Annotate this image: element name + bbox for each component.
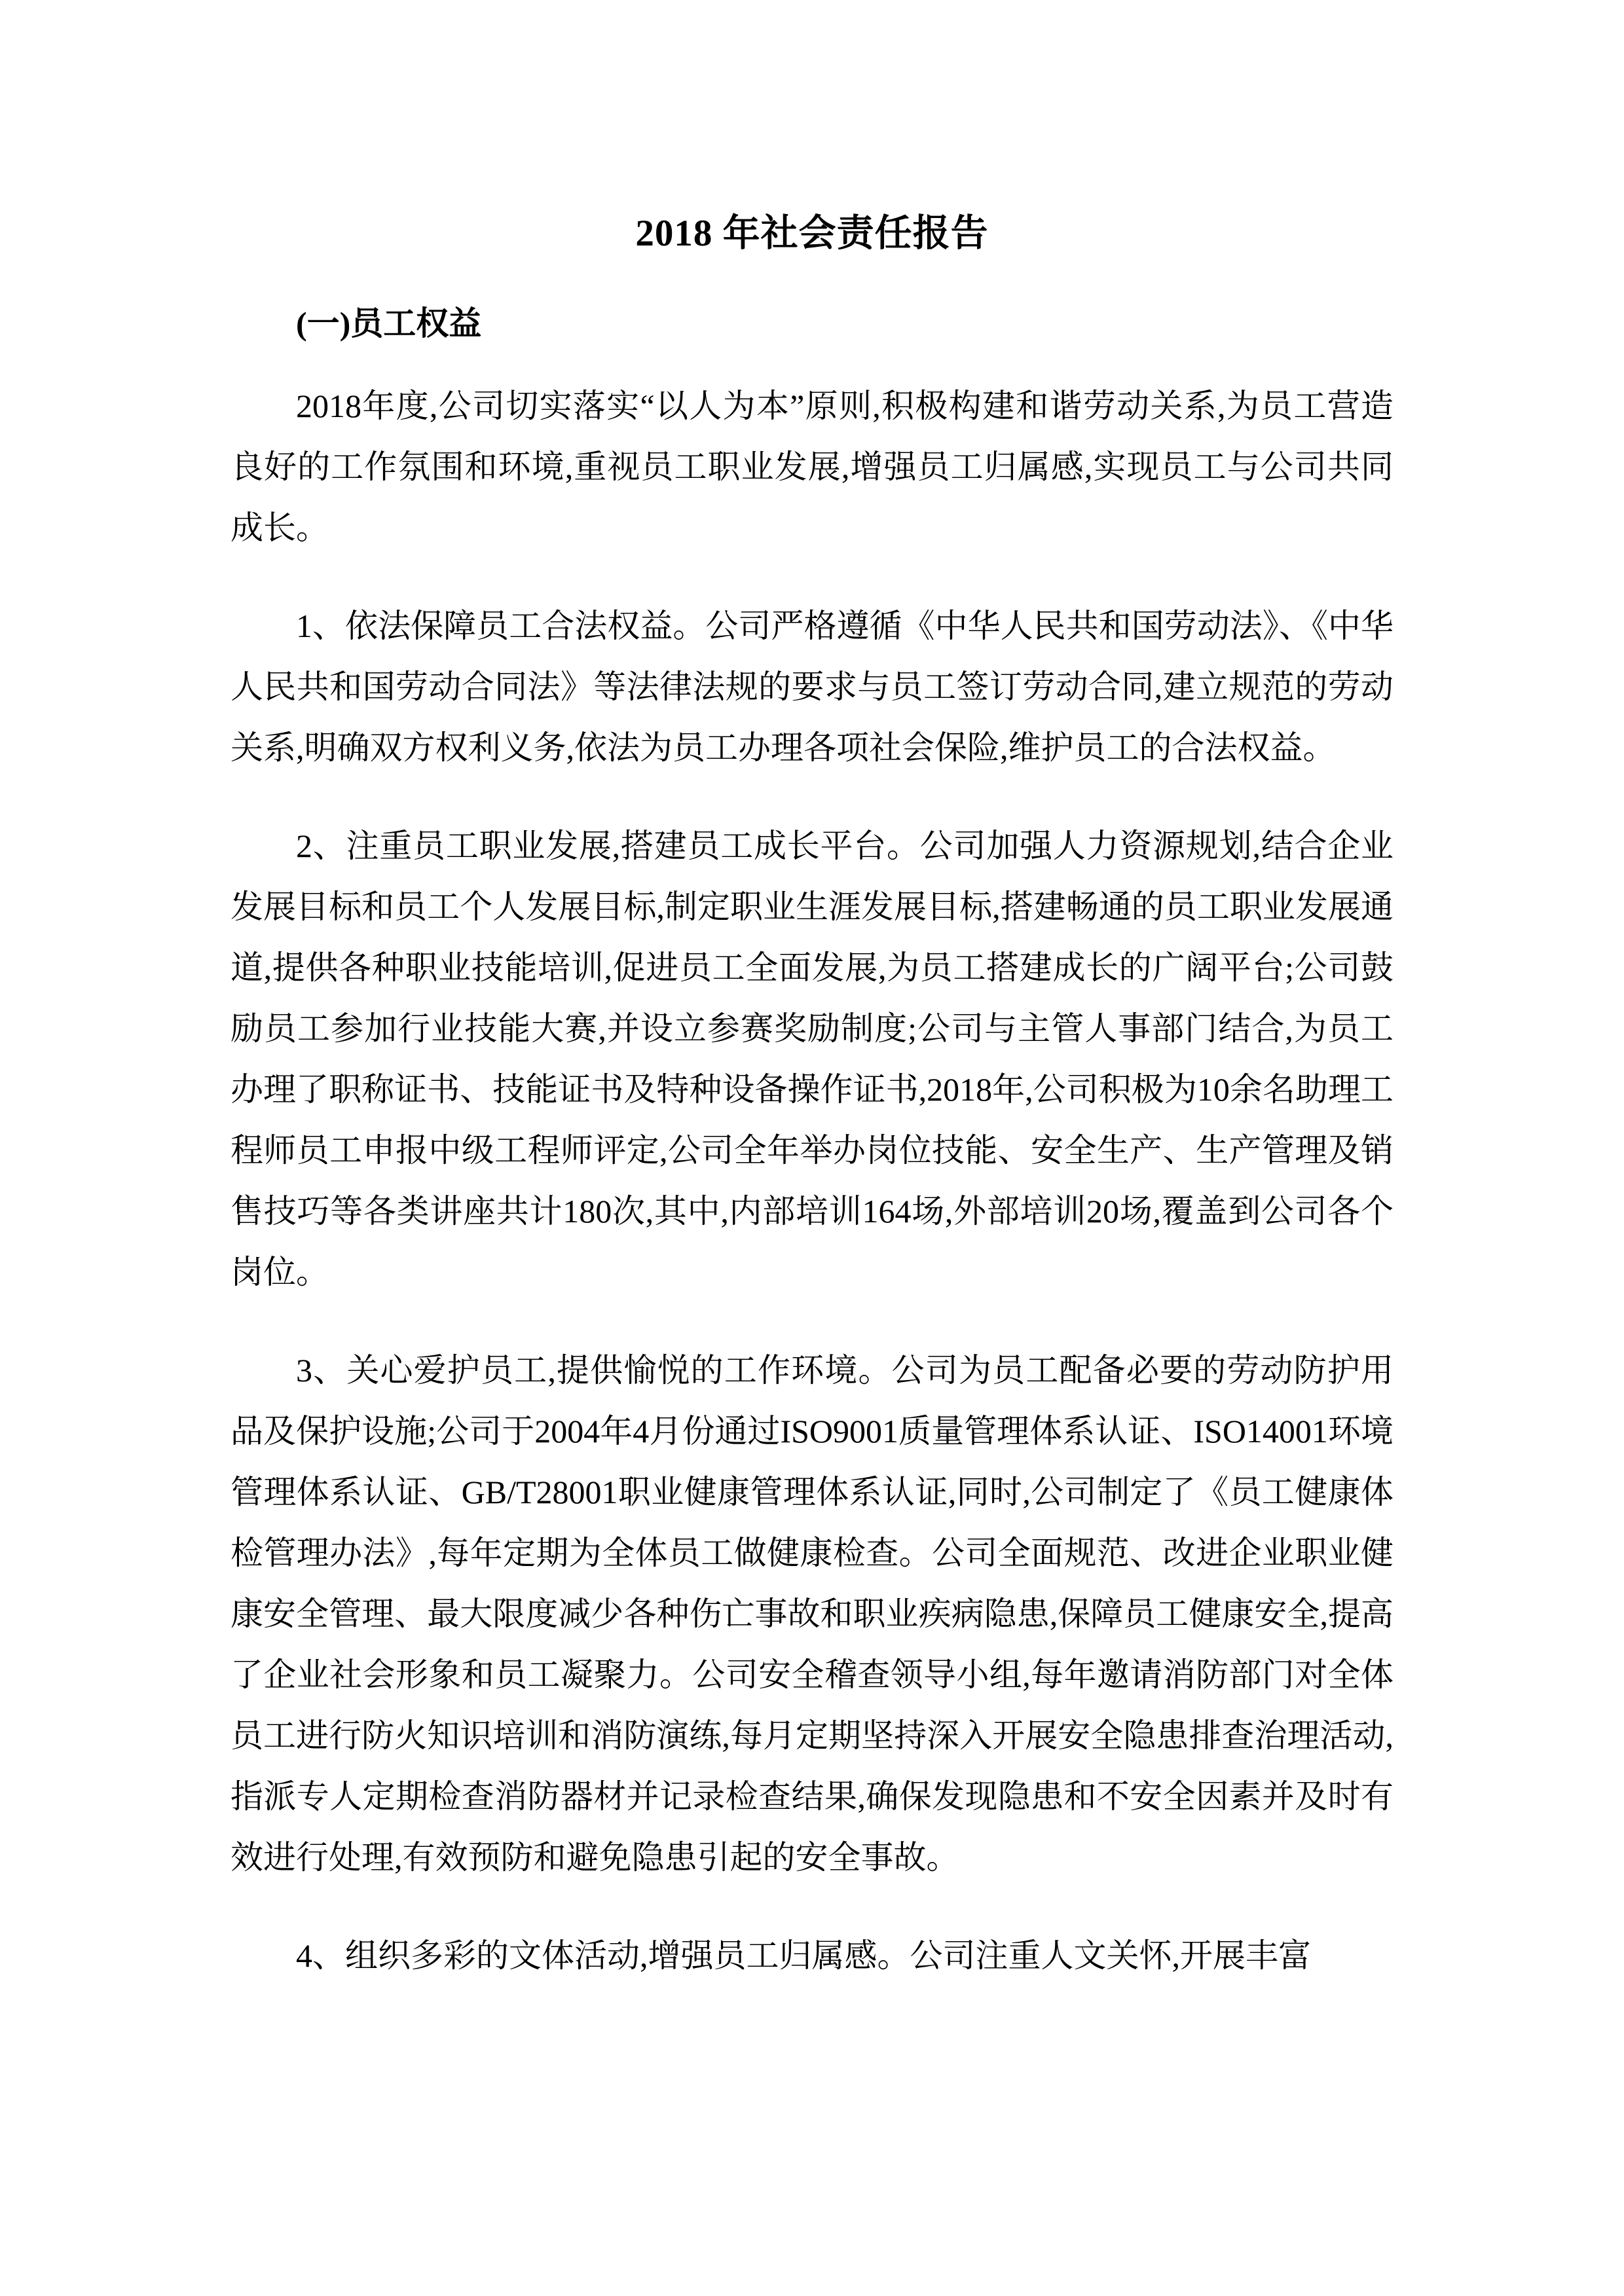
paragraph: 4、组织多彩的文体活动,增强员工归属感。公司注重人文关怀,开展丰富	[296, 1937, 1311, 1974]
document-title: 2018 年社会责任报告	[635, 213, 989, 254]
section-heading: (一)员工权益	[296, 305, 482, 342]
paragraph: 2、注重员工职业发展,搭建员工成长平台。公司加强人力资源规划,结合企业发展目标和员工个人发展目标,制定职业生涯发展目标,搭建畅通的员工职业发展通道,提供各种职业技能培训,促进员工全面发展,为员工搭建成长的广阔平台;公司鼓励员工参加行业技能大赛,并设立参赛奖励制度;公司与主管人事部门结合,为员工办理了职称证书、技能证书及特种设备操作证书,2018年,公司积极为10余名助理工程师员工申报中级工程师评定,公司全年举办岗位技能、安全生产、生产管理及销售技巧等各类讲座共计180次,其中,内部培训164场,外部培训20场,覆盖到公司各个岗位。	[231, 828, 1393, 1290]
paragraph: 2018年度,公司切实落实“以人为本”原则,积极构建和谐劳动关系,为员工营造良好的工作氛围和环境,重视员工职业发展,增强员工归属感,实现员工与公司共同成长。	[231, 388, 1393, 546]
paragraph: 1、依法保障员工合法权益。公司严格遵循《中华人民共和国劳动法》、《中华人民共和国劳动合同法》等法律法规的要求与员工签订劳动合同,建立规范的劳动关系,明确双方权利义务,依法为员工办理各项社会保险,维护员工的合法权益。	[231, 608, 1393, 766]
paragraph: 3、关心爱护员工,提供愉悦的工作环境。公司为员工配备必要的劳动防护用品及保护设施;公司于2004年4月份通过ISO9001质量管理体系认证、ISO14001环境管理体系认证、GB/T28001职业健康管理体系认证,同时,公司制定了《员工健康体检管理办法》,每年定期为全体员工做健康检查。公司全面规范、改进企业职业健康安全管理、最大限度减少各种伤亡事故和职业疾病隐患,保障员工健康安全,提高了企业社会形象和员工凝聚力。公司安全稽查领导小组,每年邀请消防部门对全体员工进行防火知识培训和消防演练,每月定期坚持深入开展安全隐患排查治理活动,指派专人定期检查消防器材并记录检查结果,确保发现隐患和不安全因素并及时有效进行处理,有效预防和避免隐患引起的安全事故。	[231, 1352, 1393, 1876]
paragraph-container	[231, 376, 1393, 1986]
